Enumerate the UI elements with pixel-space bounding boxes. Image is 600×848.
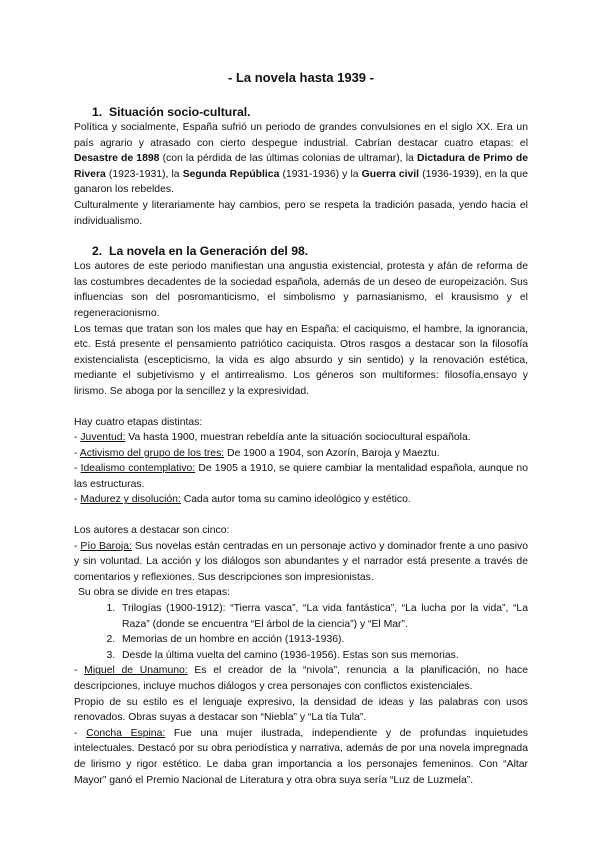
text-run: (con la pérdida de las últimas colonias de ultramar), la — [159, 153, 417, 165]
section-1-paragraph-2: Culturalmente y literariamente hay cambios, pero se respeta la tradición pasada, yendo hacia el individualismo. — [74, 199, 528, 227]
stage-label: Idealismo contemplativo: — [80, 463, 196, 475]
list-dash: - — [74, 494, 81, 506]
section-2-title: La novela en la Generación del 98. — [109, 244, 309, 259]
section-2-heading — [74, 244, 528, 259]
bold-term-guerra-civil: Guerra civil — [361, 168, 420, 180]
stage-text: De 1905 a 1910, se quiere cambiar la mentalidad española, aunque no las estructuras. — [74, 463, 528, 490]
unamuno-paragraph-2: Propio de su estilo es el lenguaje expresivo, la densidad de ideas y las palabras con usos renovados. Obras suyas a destacar son “Niebla” y “La tía Tula”. — [74, 696, 528, 724]
list-dash: - — [74, 665, 85, 677]
document-title: - La novela hasta 1939 - — [228, 70, 374, 85]
list-item: 3. Desde la última vuelta del camino (1936-1956). Estas son sus memorias. — [118, 648, 528, 664]
text-run: Política y socialmente, España sufrió un periodo de grandes convulsiones en el siglo XX. Era un país agrario y atrasado con cierto despegue industrial. Cabrían destacar cuatro etapas: el — [74, 122, 528, 149]
author-label: Miguel de Unamuno: — [84, 665, 188, 677]
author-text: Sus novelas están centradas en un personaje activo y dominador frente a uno pasivo y sin voluntad. La acción y los diálogos son abundantes y el narrador está presente a través de comentarios y reflexiones. Sus descripciones son impresionistas. — [74, 540, 528, 583]
section-1-title: Situación socio-cultural. — [109, 105, 251, 119]
stage-item — [74, 430, 528, 446]
list-dash: - — [74, 432, 81, 444]
bold-term-republica: Segunda República — [182, 168, 280, 180]
stage-item — [74, 461, 528, 492]
baroja-works-list — [74, 601, 528, 663]
author-espina — [74, 726, 528, 788]
section-1-paragraph-1 — [74, 120, 528, 198]
author-text: Fue una mujer ilustrada, independiente y de profundas inquietudes intelectuales. Destacó por su obra periodística y narrativa, además de por una novela impregnada de lirismo y rigor estético. Le daba gran importancia a los personajes femeninos. Con “Altar Mayor” ganó el Premio Nacional de Literatura y otra obra suya sería “Luz de Luzmela”. — [74, 727, 528, 786]
baroja-works-intro: Su obra se divide en tres etapas: — [78, 587, 230, 599]
list-dash: - — [74, 727, 87, 739]
list-dash: - — [74, 447, 80, 459]
list-item: 1. Trilogías (1900-1912): “Tierra vasca”, “La vida fantástica”, “La lucha por la vida”, “La Raza” (donde se encuentra “El árbol de la ciencia”) y “El Mar”. — [118, 601, 528, 632]
stage-label: Juventud: — [80, 432, 126, 444]
list-dash: - — [74, 540, 81, 552]
text-run: (1936-1939), en la que ganaron los rebeldes. — [74, 168, 528, 196]
section-2-number: 2. — [92, 244, 103, 259]
stage-text: Cada autor toma su camino ideológico y estético. — [180, 494, 411, 506]
bold-term-desastre: Desastre de 1898 — [74, 153, 160, 165]
author-label: Concha Espina: — [86, 727, 166, 739]
section-2-paragraph-1: Los autores de este periodo manifiestan una angustia existencial, protesta y afán de reforma de las costumbres decadentes de la sociedad española, además de un deseo de europeización. Sus influencias son del posromanticismo, el simbolismo y parnasianismo, el krausismo y el regeneracionismo. — [74, 261, 528, 319]
text-run: (1931-1936) y la — [279, 168, 362, 180]
section-1-number: 1. — [92, 105, 103, 119]
bold-term-dictadura: Dictadura de Primo de Rivera — [74, 153, 528, 180]
stage-label: Madurez y disolución: — [80, 494, 181, 506]
stage-text: De 1900 a 1904, son Azorín, Baroja y Maeztu. — [224, 447, 440, 459]
stage-item — [74, 446, 528, 462]
authors-intro: Los autores a destacar son cinco: — [74, 525, 230, 537]
author-text: Es el creador de la “nivola”, renuncia a la planificación, no hace descripciones, incluye muchos diálogos y crea personajes con conflictos existenciales. — [74, 665, 528, 692]
stage-label: Activismo del grupo de los tres: — [79, 447, 225, 459]
author-label: Pío Baroja: — [80, 540, 132, 552]
stages-intro: Hay cuatro etapas distintas: — [74, 416, 203, 428]
document-page — [74, 70, 528, 788]
author-unamuno — [74, 663, 528, 694]
stage-item — [74, 492, 528, 508]
list-dash: - — [74, 463, 81, 475]
text-run: (1923-1931), la — [105, 168, 183, 180]
list-item: 2. Memorias de un hombre en acción (1913-1936). — [118, 632, 528, 648]
stage-text: Va hasta 1900, muestran rebeldía ante la situación sociocultural española. — [125, 432, 471, 444]
section-2-paragraph-2: Los temas que tratan son los males que hay en España: el caciquismo, el hambre, la ignorancia, etc. Está presente el pensamiento patriótico caciquista. Otros rasgos a destacar son la filosofía existencialista (escepticismo, la vida es algo absurdo y sin sentido) y la renovación estética, mediante el subjetivismo y el antirrealismo. Los géneros son multiformes: filosofía,ensayo y lirismo. Se aboga por la sencillez y la expresividad. — [74, 323, 528, 397]
author-baroja — [74, 539, 528, 586]
section-1-heading — [74, 105, 528, 120]
